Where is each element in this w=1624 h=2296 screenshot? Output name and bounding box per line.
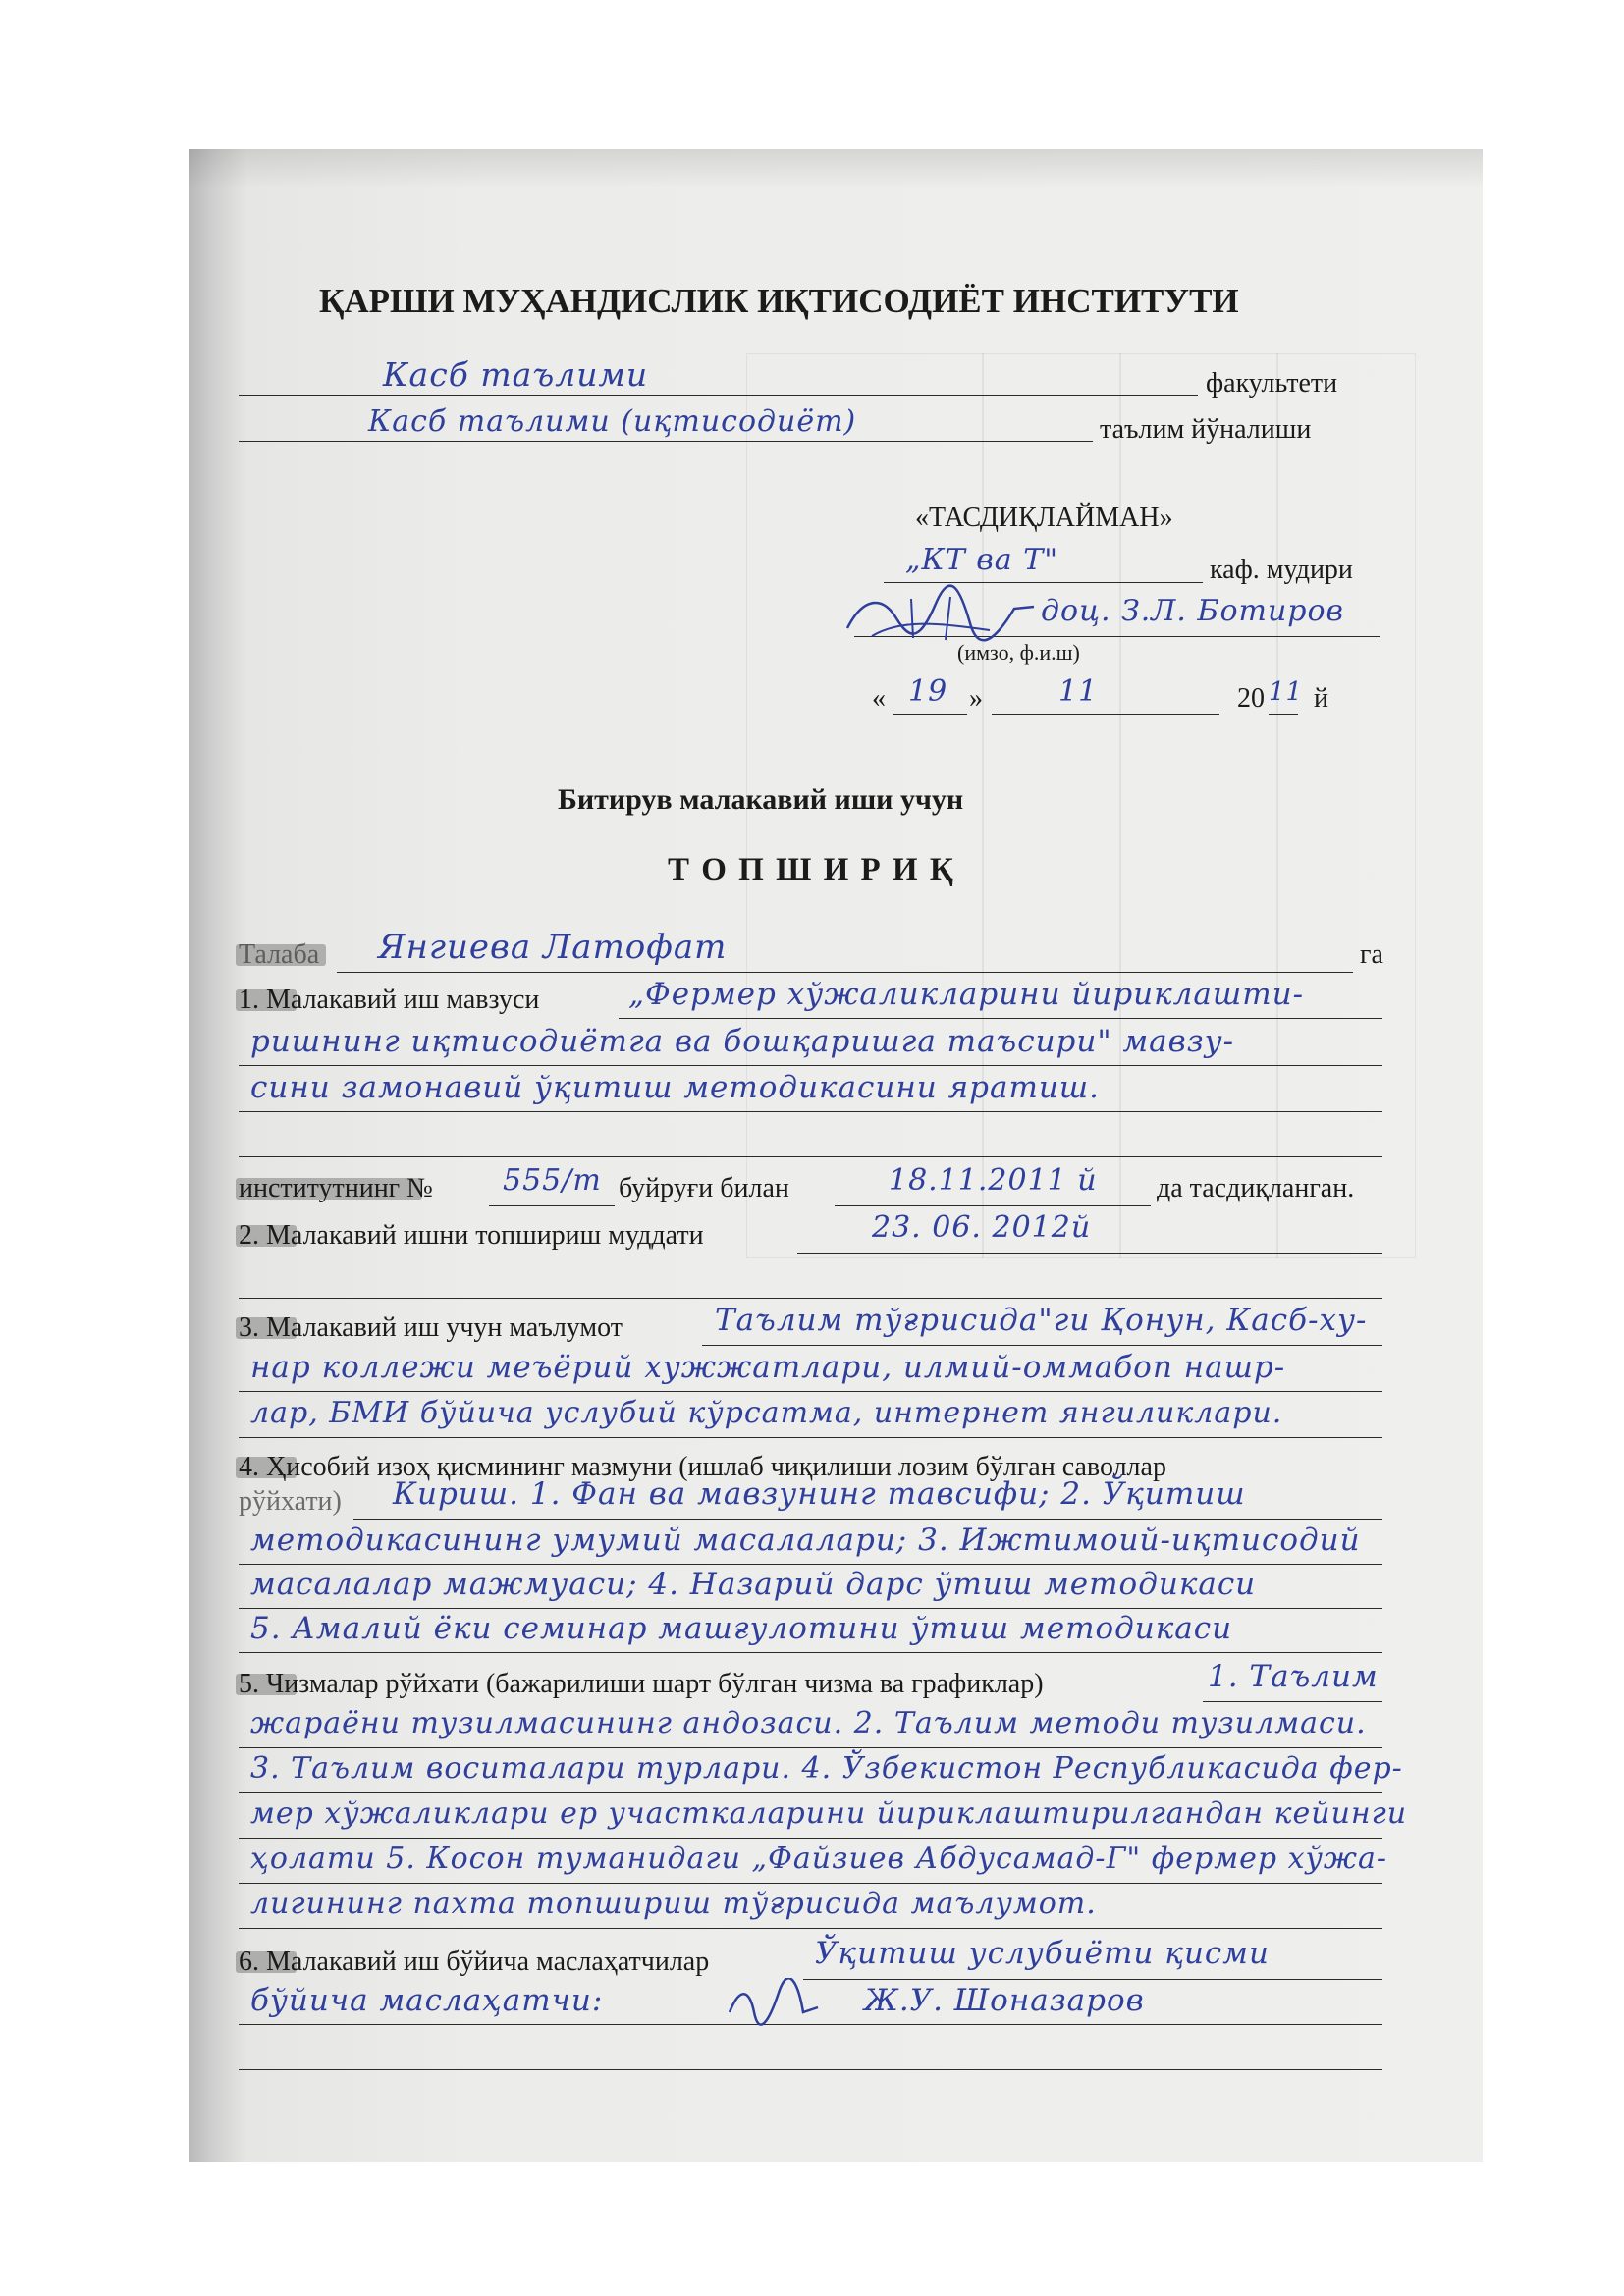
- signer-name: доц. З.Л. Ботиров: [1041, 594, 1345, 628]
- faculty-underline: [239, 395, 1198, 396]
- theme-label: 1. Малакавий иш мавзуси: [239, 985, 540, 1015]
- data-line-2: нар коллежи меъёрий хужжатлари, илмий-оммабоп нашр-: [250, 1350, 1286, 1385]
- order-number: 555/т: [503, 1163, 602, 1198]
- drawings-line-5: лигининг пахта топшириш тўғрисида маълумот.: [250, 1887, 1097, 1921]
- order-label-2: буйруғи билан: [619, 1173, 789, 1203]
- order-number-underline: [489, 1205, 615, 1206]
- theme-line-1: „Фермер хўжаликларини йириклашти-: [628, 977, 1305, 1012]
- content-label-2: рўйхати): [239, 1486, 342, 1517]
- advisor-name: Ж.У. Шоназаров: [864, 1983, 1145, 2018]
- drawings-underline-0: [1203, 1701, 1382, 1702]
- advisors-line-0: Ўқитиш услубиёти қисми: [815, 1936, 1270, 1971]
- content-label-1: 4. Ҳисобий изоҳ қисмининг мазмуни (ишлаб чиқилиши лозим бўлган саволлар: [239, 1452, 1166, 1482]
- student-label: Талаба: [239, 939, 320, 970]
- direction-underline: [239, 441, 1093, 442]
- drawings-underline-3: [239, 1838, 1382, 1839]
- approval-heading: «ТАСДИҚЛАЙМАН»: [915, 503, 1173, 533]
- direction-label: таълим йўналиши: [1100, 414, 1312, 445]
- date-open-quote: «: [872, 683, 886, 714]
- date-month-underline: [992, 714, 1219, 715]
- order-date: 18.11.2011 й: [889, 1163, 1098, 1198]
- content-line-1: Кириш. 1. Фан ва мавзунинг тавсифи; 2. Ўқитиш: [393, 1476, 1246, 1512]
- date-month: 11: [1058, 674, 1099, 709]
- drawings-underline-1: [239, 1747, 1382, 1748]
- year-suffix: 11: [1269, 677, 1304, 707]
- theme-underline-2: [239, 1065, 1382, 1066]
- year-unit: й: [1314, 683, 1328, 714]
- date-day: 19: [908, 674, 948, 709]
- bleed-through-col: [1276, 353, 1278, 1258]
- advisors-underline-0: [803, 1979, 1382, 1980]
- data-line-3: лар, БМИ бўйича услубий кўрсатма, интернет янгиликлари.: [250, 1396, 1283, 1430]
- drawings-line-3: мер хўжаликлари ер участкаларини йириклаштирилгандан кейинги: [250, 1796, 1408, 1831]
- department-value: „КТ ва Т": [905, 543, 1058, 577]
- document-title: Т О П Ш И Р И Қ: [668, 852, 955, 887]
- advisors-underline-2: [239, 2069, 1382, 2070]
- bleed-through-col: [1119, 353, 1121, 1258]
- deadline-underline: [797, 1253, 1382, 1254]
- content-underline-1: [353, 1519, 1382, 1520]
- document-subtitle: Битирув малакавий иши учун: [558, 783, 964, 816]
- faculty-label: факультети: [1206, 368, 1338, 399]
- student-suffix: га: [1360, 939, 1383, 970]
- signature-scribble: [842, 579, 1039, 648]
- theme-underline-4: [239, 1156, 1382, 1157]
- content-underline-4: [239, 1652, 1382, 1653]
- year-underline: [1269, 714, 1298, 715]
- advisor-signature-scribble: [725, 1978, 823, 2027]
- content-line-2: методикасининг умумий масалалари; 3. Ижтимоий-иқтисодий: [250, 1522, 1361, 1558]
- order-label-1: институтнинг №: [239, 1173, 433, 1203]
- drawings-label: 5. Чизмалар рўйхати (бажарилиши шарт бўлган чизма ва графиклар): [239, 1669, 1044, 1699]
- advisors-label: 6. Малакавий иш бўйича маслаҳатчилар: [239, 1947, 710, 1977]
- drawings-line-4: ҳолати 5. Косон туманидаги „Файзиев Абдусамад-Г" фермер хўжа-: [250, 1842, 1388, 1876]
- bleed-through-col: [982, 353, 984, 1258]
- drawings-underline-2: [239, 1792, 1382, 1793]
- direction-value: Касб таълими (иқтисодиёт): [368, 404, 857, 439]
- signature-caption: (имзо, ф.и.ш): [957, 640, 1080, 665]
- student-name: Янгиева Латофат: [378, 928, 728, 967]
- year-prefix: 20: [1237, 683, 1265, 714]
- deadline-value: 23. 06. 2012й: [872, 1210, 1092, 1245]
- drawings-line-2: 3. Таълим воситалари турлари. 4. Ўзбекистон Республикасида фер-: [250, 1751, 1403, 1786]
- content-line-3: масалалар мажмуаси; 4. Назарий дарс ўтиш методикаси: [250, 1567, 1257, 1602]
- deadline-underline-2: [239, 1298, 1382, 1299]
- theme-underline-1: [619, 1018, 1382, 1019]
- content-underline-2: [239, 1564, 1382, 1565]
- advisors-line-1: бўйича маслаҳатчи:: [250, 1983, 604, 2018]
- content-underline-3: [239, 1608, 1382, 1609]
- data-underline-2: [239, 1391, 1382, 1392]
- drawings-underline-4: [239, 1883, 1382, 1884]
- drawings-line-1: жараёни тузилмасининг андозаси. 2. Таълим методи тузилмаси.: [250, 1706, 1367, 1740]
- department-label: каф. мудири: [1210, 555, 1353, 585]
- content-line-4: 5. Амалий ёки семинар машғулотини ўтиш методикаси: [250, 1611, 1233, 1646]
- deadline-label: 2. Малакавий ишни топшириш муддати: [239, 1220, 704, 1251]
- data-underline-3: [239, 1437, 1382, 1438]
- theme-line-3: сини замонавий ўқитиш методикасини яратиш.: [250, 1070, 1101, 1105]
- order-label-3: да тасдиқланган.: [1157, 1173, 1355, 1203]
- data-label: 3. Малакавий иш учун маълумот: [239, 1312, 623, 1343]
- data-line-1: Таълим тўғрисида"ги Қонун, Касб-ху-: [715, 1303, 1368, 1338]
- theme-underline-3: [239, 1111, 1382, 1112]
- institute-title: ҚАРШИ МУҲАНДИСЛИК ИҚТИСОДИЁТ ИНСТИТУТИ: [319, 282, 1239, 320]
- order-date-underline: [835, 1205, 1151, 1206]
- student-underline: [337, 972, 1353, 973]
- scan-shadow: [189, 149, 1483, 188]
- drawings-line-0: 1. Таълим: [1208, 1659, 1379, 1694]
- date-day-underline: [893, 714, 967, 715]
- data-underline-1: [702, 1345, 1382, 1346]
- drawings-underline-5: [239, 1928, 1382, 1929]
- faculty-value: Касб таълими: [383, 355, 649, 394]
- date-close-quote: »: [969, 683, 983, 714]
- theme-line-2: ришнинг иқтисодиётга ва бошқаришга таъсири" мавзу-: [250, 1024, 1235, 1059]
